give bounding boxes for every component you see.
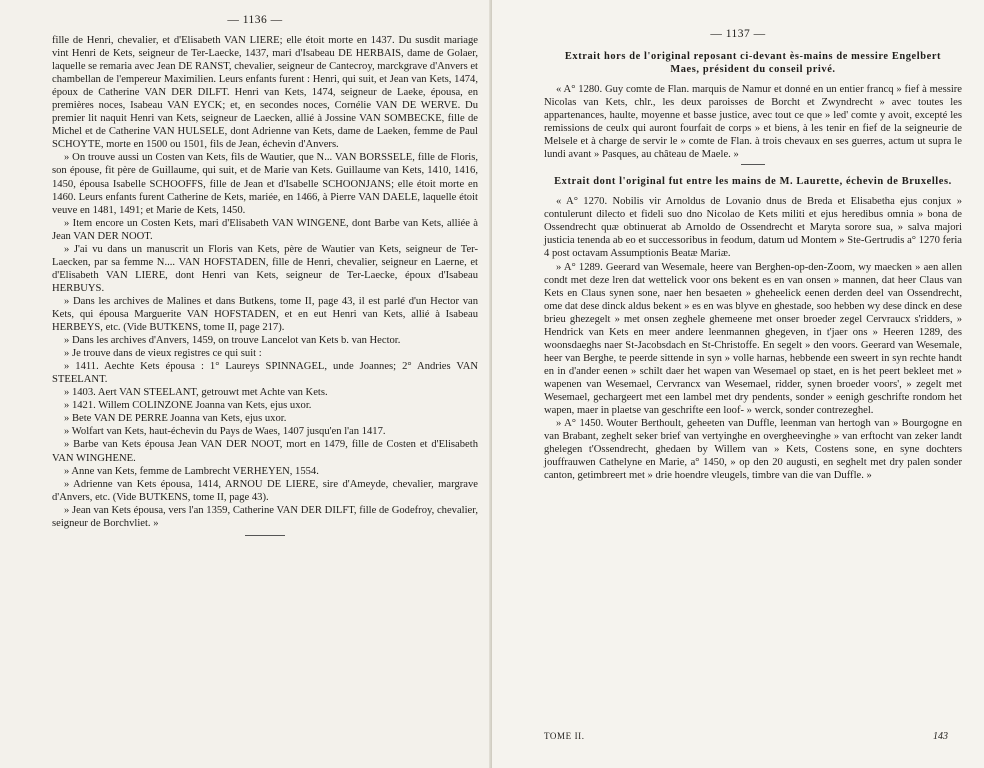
left-page-text — [52, 34, 478, 530]
right-paragraph: « A° 1280. Guy comte de Flan. marquis de Namur et donné en un entier francq » fief à messire Nicolas van Kets, chlr., les deux paroisses de Borcht et Zwyndrecht » avec toutes les appartenances, haulte, moyenne et basse justice, avec tout ce que » led' comte y avoit, excepté les remissions de ceulx qui auront fourfait de corps » et biens, à les tenir en fief de la seigneurie de Melsele et à charge de servir le » comte de Flan. à trois chevaux en ses guerres, actum ut supra le lundi avant » Pasques, au château de Maele. » — [544, 84, 962, 161]
left-paragraph: » Item encore un Costen Kets, mari d'Elisabeth VAN WINGENE, dont Barbe van Kets, alliée à Jean VAN DER NOOT. — [52, 217, 478, 242]
right-page — [492, 0, 984, 768]
left-paragraph: » 1403. Aert VAN STEELANT, getrouwt met Achte van Kets. — [64, 387, 328, 399]
signature-mark: 143 — [933, 731, 948, 742]
left-paragraph: » Barbe van Kets épousa Jean VAN DER NOOT, mort en 1479, fille de Costen et d'Elisabeth VAN WINGHENE. — [52, 439, 478, 464]
right-page-footer — [544, 731, 948, 742]
left-page-number: — 1136 — — [227, 14, 283, 26]
section-heading-laurette: Extrait dont l'original fut entre les mains de M. Laurette, échevin de Bruxelles. — [554, 176, 952, 188]
left-paragraph: » J'ai vu dans un manuscrit un Floris van Kets, père de Wautier van Kets, seigneur de Ter-Laecken, par sa femme N.... VAN HOFSTADEN, fille de Henri, chevalier, seigneur en Laerne, et d'Elisabeth VAN LIERE, dont Henri van Kets, seigneur de Ter-Laecke, époux d'Isabeau HERBUYS. — [52, 243, 478, 294]
right-paragraph: » A° 1289. Geerard van Wesemale, heere van Berghen-op-den-Zoom, wy maecken » aen allen condt met deze lren dat wettelick voor ons bekent es en van onsen » mannen, dat heer Claus van Kets en Claus synen sone, naer hen besaeten » gheheelick eenen derden deel van Ossendrecht, ome dat dese dinck aldus bekent » es en was blyve en ghestade, soo hebben wy dese dinck en dese brieu ghezegelt » met onsen zeghele ghemeene met onser broeder zegel Cervraucx s'ridders, » Hendrick van Kets en meer andere leenmannen ghegeven, in t'jaer ons » Heeren 1289, des woonsdaeghs naer St-Jacobsdach en St-Christoffe. En segelt » den voors. Geerard van Wesemale, heer van Berghe, te peerde sittende in syn » volle harnas, hebbende een sweert in syn rechte handt en in d'ander eenen » schilt daer het wapen van Wesemael op staet, en is het peert bekleet met » wapenen van Wesemael, Cervrancx van Wesemael, ridder, synen broeder voors', » zegelt met Wesemael, gechargeert met een lambel met dry pendents, sonder » eenigh geschrifte rondom het wapen, maer in plaetse van geschrifte een loof- » werck, sonder contrezeghel. — [544, 261, 962, 417]
right-paragraph: » A° 1450. Wouter Berthoult, geheeten van Duffle, leenman van hertogh van » Bourgogne en van Brabant, zeghelt seker brief van vertyinghe en overgheevinghe » van erftocht van zeker landt ghelegen t'Ossendrecht, ghedaen by Willem van » Kets, Costens sone, en syne dochters jouffrauwen Cathelyne en Marie, a° 1450, » op den 20 augusti, en seghelt met dry palen sonder canton, getimbreert met » drie hoendre vleugels, timbre van die van Duffle. » — [544, 418, 962, 482]
left-paragraph: » Dans les archives de Malines et dans Butkens, tome II, page 43, il est parlé d'un Hector van Kets, qui épousa Marguerite VAN HOFSTADEN, et en eut Henri van Kets, allié à Isabeau HERBEYS, etc. (Vide BUTKENS, tome II, page 217). — [52, 295, 478, 334]
end-rule — [245, 535, 285, 536]
right-section-1-text — [544, 83, 962, 161]
left-paragraph: » 1421. Willem COLINZONE Joanna van Kets, ejus uxor. — [64, 400, 312, 412]
left-paragraph: » Adrienne van Kets épousa, 1414, ARNOU DE LIERE, sire d'Ameyde, chevalier, margrave d'Anvers, etc. (Vide BUTKENS, tome II, page 43). — [52, 478, 478, 503]
section-divider — [741, 164, 765, 165]
left-paragraph: » Dans les archives d'Anvers, 1459, on trouve Lancelot van Kets b. van Hector. — [64, 335, 401, 347]
left-paragraph: » Anne van Kets, femme de Lambrecht VERHEYEN, 1554. — [64, 465, 319, 477]
left-paragraph: » Wolfart van Kets, haut-échevin du Pays de Waes, 1407 jusqu'en l'an 1417. — [64, 426, 386, 438]
left-paragraph: » Bete VAN DE PERRE Joanna van Kets, ejus uxor. — [64, 413, 287, 425]
left-paragraph: » On trouve aussi un Costen van Kets, fils de Wautier, que N... VAN BORSSELE, fille de Floris, son épouse, fit père de Guillaume, qui suit, et de Marie van Kets. Guillaume van Kets, 1410, 1416, 1450, épousa Isabelle SCHOOFFS, fille de Jean et d'Isabelle SCHOONJANS; elle étoit morte en 1460. Leurs enfants furent Catherine de Kets, mariée, en 1466, à Pierre VAN DAELE, laquelle étoit veuve en 1481, 1491; et Marie de Kets, 1450. — [52, 152, 478, 216]
left-paragraph: » Jean van Kets épousa, vers l'an 1359, Catherine VAN DER DILFT, fille de Godefroy, chevalier, seigneur de Borchvliet. » — [52, 504, 478, 529]
right-page-number: — 1137 — — [710, 28, 766, 40]
left-paragraph: » 1411. Aechte Kets épousa : 1° Laureys SPINNAGEL, unde Joannes; 2° Andries VAN STEELANT. — [52, 361, 478, 386]
right-paragraph: « A° 1270. Nobilis vir Arnoldus de Lovanio dnus de Breda et Elisabetha ejus conjux » contulerunt dilecto et fideli suo dno Nicolao de Kets militi et ejus heredibus omnia » bona de Ossendrecht quæ obtinuerat ab Arnoldo de Ossendrecht et Maryta sorore sua, » salva majori justicia tenenda ab eo et successoribus in feodum, datum ud Montem » Ste-Gertrudis a° 1270 feria 4 post octavam Assumptionis Beatæ Mariæ. — [544, 196, 962, 260]
left-paragraph: » Je trouve dans de vieux registres ce qui suit : — [64, 348, 262, 360]
right-section-2-text — [544, 195, 962, 482]
section-heading-maes: Extrait hors de l'original reposant ci-devant ès-mains de messire Engelbert Maes, président du conseil privé. — [564, 51, 942, 75]
left-paragraph: fille de Henri, chevalier, et d'Elisabeth VAN LIERE; elle étoit morte en 1437. Du susdit mariage vint Henri de Kets, seigneur de Ter-Laecke, 1437, mari d'Isabeau DE HERBAIS, dame de Golaer, laquelle se remaria avec Jean DE RANST, chevalier, seigneur de Cantecroy, marckgrave d'Anvers et chambellan de l'empereur Maximilien. Leurs enfants furent : Henri, qui suit, et Jean van Kets, 1474, époux de Catherine VAN DER DILFT. Henri van Kets, 1474, seigneur de Laeke, épousa, en premières noces, Isabeau VAN EYCK; et, en secondes noces, Cornélie VAN DE WERVE. Du premier lit naquit Henri van Kets, seigneur de Laecken, allié à Jossine VAN SOMBECKE, fille de Michel et de Catherine VAN HULSELE, dont Adrienne van Kets, dame de Laeken, femme de Paul SCHOYTE, morte en 1500 ou 1501, fils de Jean, échevin d'Anvers. — [52, 35, 478, 151]
tome-label: TOME II. — [544, 731, 585, 741]
